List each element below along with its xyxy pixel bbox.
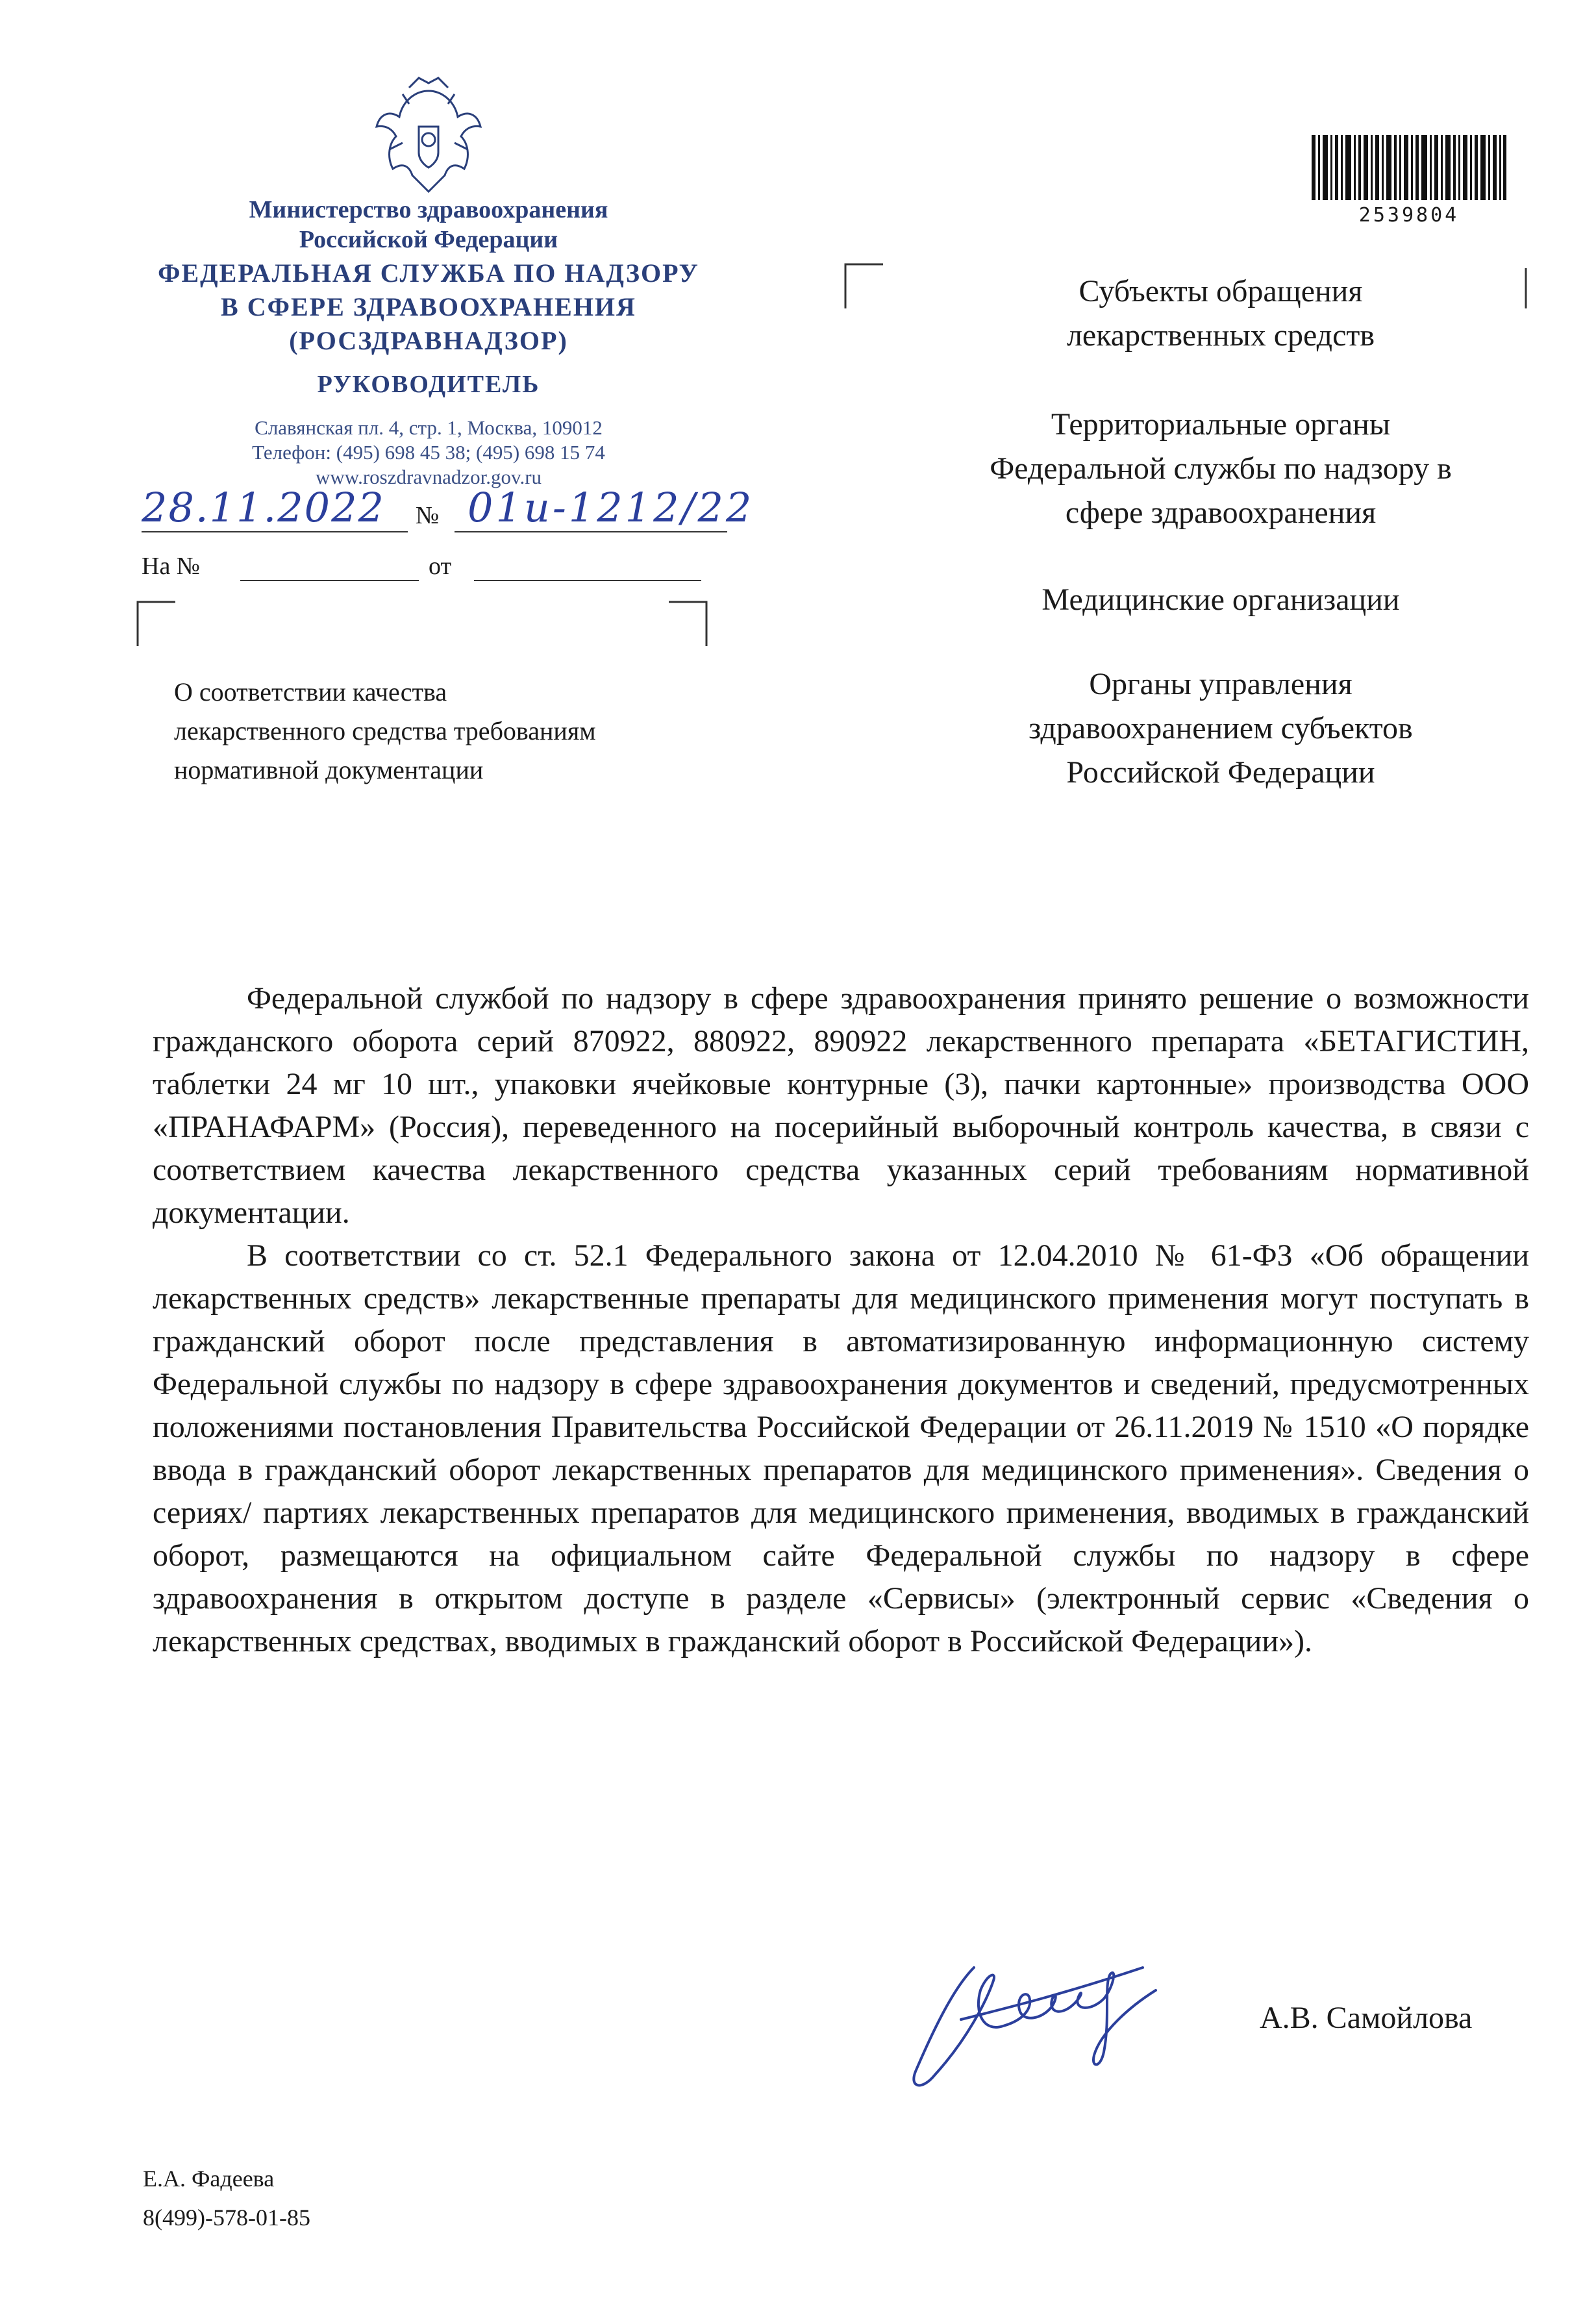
number-underline <box>455 531 727 532</box>
head-title: РУКОВОДИТЕЛЬ <box>317 371 540 398</box>
from-label: от <box>429 553 452 580</box>
executor-phone: 8(499)-578-01-85 <box>143 2205 310 2231</box>
date-underline <box>142 531 408 532</box>
body-paragraph: Федеральной службой по надзору в сфере здравоохранения принято решение о возможности гражданского оборота серий 870922, 880922, 890922 лекарственного препарата «БЕТАГИСТИН, таблетки 24 мг 10 шт., упаковки ячейковые контурные (3), пачки картонные» производства ООО «ПРАНАФАРМ» (Россия), переведенного на посерийный выборочный контроль качества, в связи с соответствием качества лекарственного средства указанных серий требованиям нормативной документации. <box>153 981 1529 1230</box>
address-block: Славянская пл. 4, стр. 1, Москва, 109012 Телефон: (495) 698 45 38; (495) 698 15 74 www.roszdravnadzor.gov.ru <box>252 416 605 488</box>
recipient-3: Медицинские организации <box>1041 582 1400 617</box>
reply-to-label: На № <box>142 553 201 580</box>
recipient-4: Органы управления здравоохранением субъектов Российской Федерации <box>1029 667 1413 790</box>
handwritten-date: 28.11.2022 <box>142 484 385 531</box>
service-name: ФЕДЕРАЛЬНАЯ СЛУЖБА ПО НАДЗОРУ В СФЕРЕ ЗДРАВООХРАНЕНИЯ (РОСЗДРАВНАДЗОР) <box>158 258 699 355</box>
executor-info <box>143 2159 310 2237</box>
reply-number-underline <box>240 580 419 581</box>
coat-of-arms-icon <box>364 65 493 201</box>
recipient-1: Субъекты обращения лекарственных средств <box>1066 274 1375 353</box>
signer-name: А.В. Самойлова <box>1260 2001 1473 2035</box>
recipient-2: Территориальные органы Федеральной службы по надзору в сфере здравоохранения <box>990 407 1452 530</box>
barcode-icon <box>1312 135 1506 200</box>
ministry-name: Министерство здравоохранения Российской Федерации <box>249 196 608 253</box>
number-sign: № <box>416 502 440 529</box>
handwritten-number: 01и-1212/22 <box>468 484 754 531</box>
barcode-number: 2539804 <box>1358 204 1460 227</box>
reply-date-underline <box>474 580 701 581</box>
letter-subject: О соответствии качества лекарственного средства требованиям нормативной документации <box>174 677 596 784</box>
body-paragraph: В соответствии со ст. 52.1 Федерального закона от 12.04.2010 № 61-ФЗ «Об обращении лекарственных средств» лекарственные препараты для медицинского применения могут поступать в гражданский оборот после представления в автоматизированную информационную систему Федеральной службы по надзору в сфере здравоохранения документов и сведений, предусмотренных положениями постановления Правительства Российской Федерации от 26.11.2019 № 1510 «О порядке ввода в гражданский оборот лекарственных препаратов для медицинского применения». Сведения о сериях/ партиях лекарственных препаратов для медицинского применения, вводимых в гражданский оборот, размещаются на официальном сайте Федеральной службы по надзору в сфере здравоохранения в открытом доступе в разделе «Сервисы» (электронный сервис «Сведения о лекарственных средствах, вводимых в гражданский оборот в Российской Федерации»). <box>153 1238 1529 1658</box>
executor-name: Е.А. Фадеева <box>143 2166 275 2192</box>
subject-bracket <box>136 601 708 653</box>
letter-body <box>153 977 1529 1663</box>
signature-image <box>896 1929 1260 2110</box>
